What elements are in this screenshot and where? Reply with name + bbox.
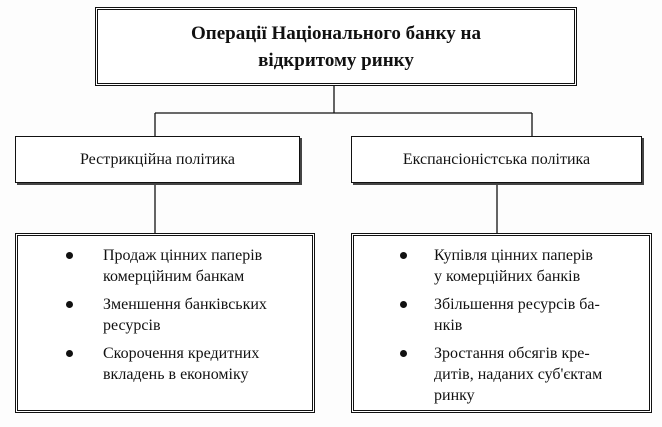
list-item — [354, 245, 649, 287]
bullet-icon — [400, 350, 407, 357]
list-item-line: Зростання обсягів кре- — [434, 345, 590, 362]
expansionary-policy-label: Експансіоністська політика — [402, 150, 591, 168]
bullet-icon — [400, 252, 407, 259]
list-item-line: Зменшення банківських — [103, 296, 267, 313]
list-item-line: Продаж цінних паперів — [103, 247, 263, 264]
title-box — [95, 7, 577, 86]
list-item — [18, 343, 312, 385]
list-item-line: Збільшення ресурсів ба- — [434, 296, 600, 313]
list-item-line: ресурсів — [103, 317, 161, 334]
expansionary-measures-list — [354, 245, 649, 406]
bullet-icon — [66, 350, 73, 357]
title-text — [171, 20, 501, 74]
list-item — [18, 245, 312, 287]
restrictive-policy-box — [15, 136, 300, 183]
list-item — [18, 294, 312, 336]
title-line-2: відкритому ринку — [258, 49, 414, 71]
list-item-line: Купівля цінних паперів — [434, 247, 593, 264]
list-item — [354, 294, 649, 336]
list-item-line: вкладень в економіку — [103, 366, 249, 383]
restrictive-policy-label: Рестрикційна політика — [79, 150, 235, 168]
restrictive-measures-box — [15, 233, 315, 413]
list-item-line: ринку — [434, 387, 475, 404]
list-item-line: у комерційних банків — [434, 268, 581, 285]
list-item-line: нків — [434, 317, 463, 334]
bullet-icon — [400, 301, 407, 308]
expansionary-measures-box — [351, 233, 652, 413]
restrictive-measures-list — [18, 245, 312, 385]
bullet-icon — [66, 252, 73, 259]
list-item-line: дитів, наданих суб'єктам — [434, 366, 603, 383]
list-item — [354, 343, 649, 406]
expansionary-policy-box — [351, 136, 642, 183]
list-item-line: Скорочення кредитних — [103, 345, 260, 362]
bullet-icon — [66, 301, 73, 308]
list-item-line: комерційним банкам — [103, 268, 245, 285]
title-line-1: Операції Національного банку на — [191, 22, 481, 44]
